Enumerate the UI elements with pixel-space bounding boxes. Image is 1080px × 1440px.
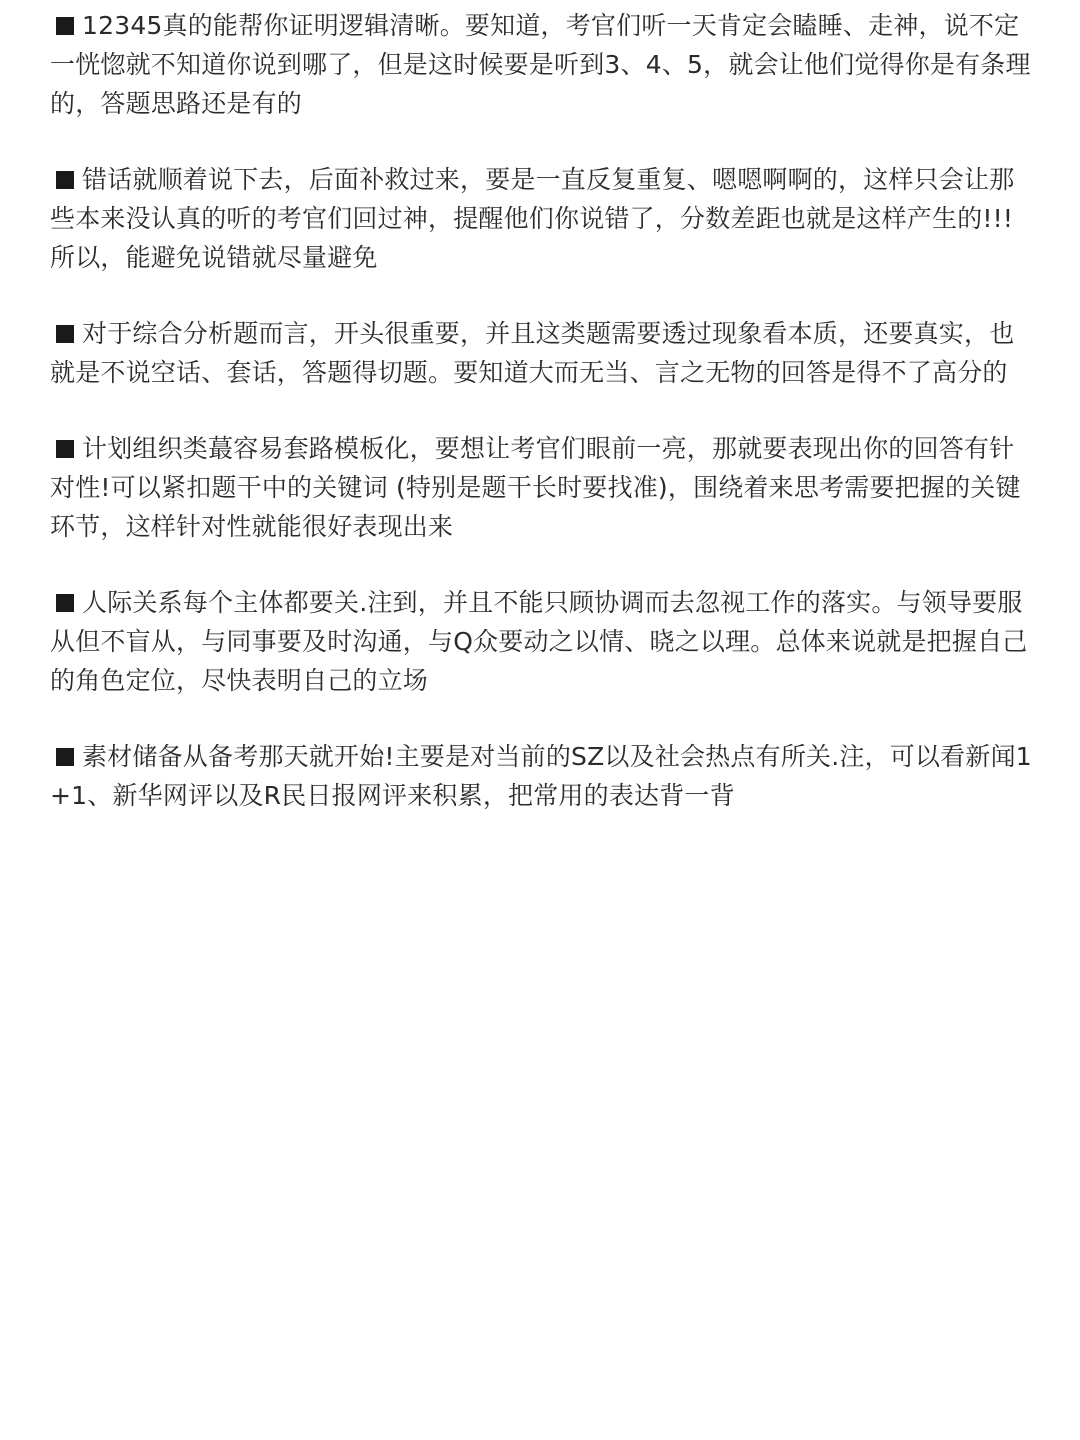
note-text: 素材储备从备考那天就开始!主要是对当前的SZ以及社会热点有所关.注，可以看新闻1+1、新华网评以及R民日报网评来积累，把常用的表达背一背	[50, 742, 1032, 810]
square-bullet-icon	[56, 594, 74, 612]
note-materials	[50, 737, 1035, 815]
note-mistakes	[50, 160, 1035, 277]
note-comprehensive-analysis	[50, 314, 1035, 392]
square-bullet-icon	[56, 325, 74, 343]
square-bullet-icon	[56, 17, 74, 35]
note-text: 对于综合分析题而言，开头很重要，并且这类题需要透过现象看本质，还要真实，也就是不说空话、套话，答题得切题。要知道大而无当、言之无物的回答是得不了高分的	[50, 319, 1015, 387]
note-text: 12345真的能帮你证明逻辑清晰。要知道，考官们听一天肯定会瞌睡、走神，说不定一恍惚就不知道你说到哪了，但是这时候要是听到3、4、5，就会让他们觉得你是有条理的，答题思路还是有的	[50, 11, 1031, 118]
note-planning	[50, 429, 1035, 546]
note-text: 人际关系每个主体都要关.注到，并且不能只顾协调而去忽视工作的落实。与领导要服从但不盲从，与同事要及时沟通，与Q众要动之以情、晓之以理。总体来说就是把握自己的角色定位，尽快表明自己的立场	[50, 588, 1028, 695]
square-bullet-icon	[56, 748, 74, 766]
notes-list	[50, 6, 1035, 852]
note-text: 错话就顺着说下去，后面补救过来，要是一直反复重复、嗯嗯啊啊的，这样只会让那些本来没认真的听的考官们回过神，提醒他们你说错了，分数差距也就是这样产生的!!!所以，能避免说错就尽量避免	[50, 165, 1015, 272]
square-bullet-icon	[56, 440, 74, 458]
note-interpersonal	[50, 583, 1035, 700]
note-logic	[50, 6, 1035, 123]
square-bullet-icon	[56, 171, 74, 189]
note-text: 计划组织类蕞容易套路模板化，要想让考官们眼前一亮，那就要表现出你的回答有针对性!可以紧扣题干中的关键词 (特别是题干长时要找准)，围绕着来思考需要把握的关键环节，这样针对性就能很好表现出来	[50, 434, 1021, 541]
